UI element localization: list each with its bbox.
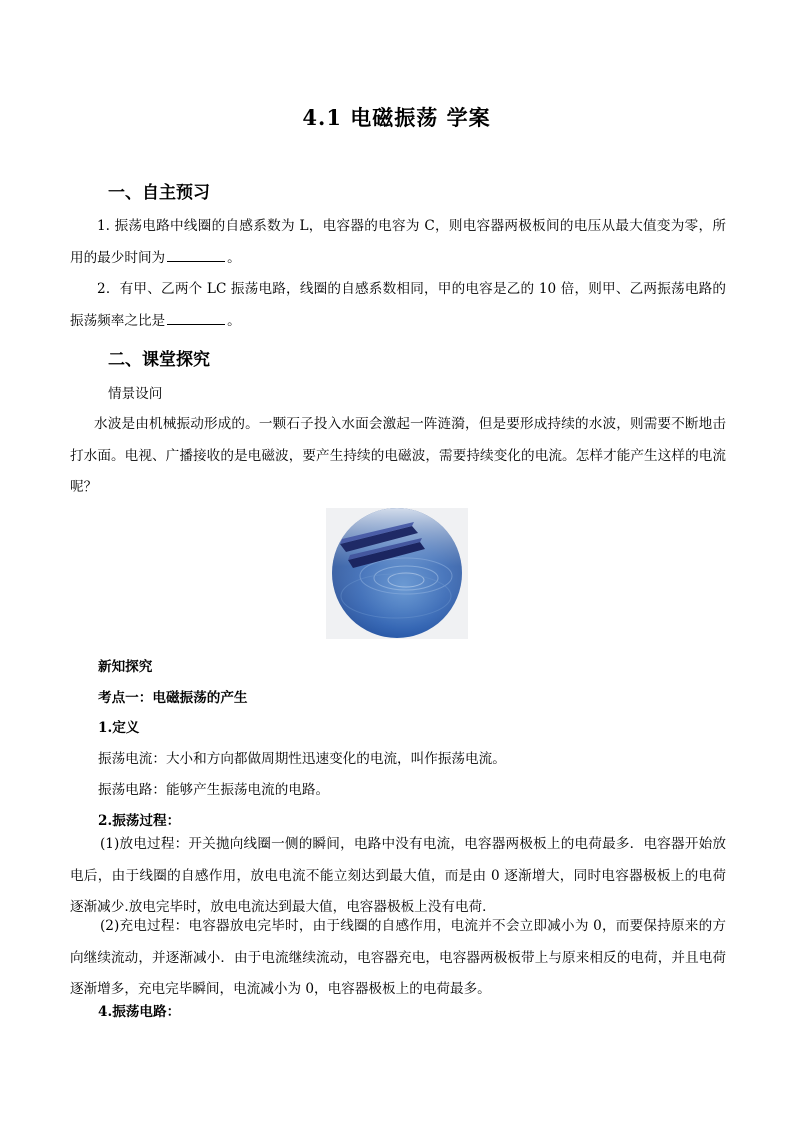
definition-heading: 1.定义	[98, 720, 140, 736]
circuit-heading: 4.振荡电路：	[98, 1004, 181, 1020]
question-2-text: 2．有甲、乙两个 LC 振荡电路，线圈的自感系数相同，甲的电容是乙的 10 倍，则甲、乙两振荡电路的振荡频率之比是	[70, 281, 726, 329]
question-1-text: 1. 振荡电路中线圈的自感系数为 L，电容器的电容为 C，则电容器两极板间的电压从最大值变为零，所用的最少时间为	[70, 218, 726, 266]
scenario-text: 水波是由机械振动形成的。一颗石子投入水面会激起一阵涟漪，但是要形成持续的水波，则需要不断地击打水面。电视、广播接收的是电磁波，要产生持续的电磁波，需要持续变化的电流。怎样才能产生这样的电流呢？	[70, 416, 726, 495]
definition-oscillating-current: 振荡电流：大小和方向都做周期性迅速变化的电流，叫作振荡电流。	[98, 751, 506, 767]
definition-oscillating-circuit: 振荡电路：能够产生振荡电流的电路。	[98, 782, 330, 798]
section-heading-explore: 二、课堂探究	[108, 350, 210, 370]
answer-blank-2	[167, 323, 225, 325]
scenario-label: 情景设问	[108, 386, 163, 402]
new-knowledge-label: 新知探究	[98, 659, 153, 675]
question-1-end: 。	[227, 249, 241, 266]
section-heading-preview: 一、自主预习	[108, 183, 210, 203]
answer-blank-1	[167, 260, 225, 262]
process-heading: 2.振荡过程：	[98, 813, 181, 829]
discharge-process: (1)放电过程：开关拋向线圈一侧的瞬间，电路中没有电流，电容器两极板上的电荷最多．电容器开始放电后，由于线圈的自感作用，放电电流不能立刻达到最大值，而是由 0 逐渐增大，同时电容器极板上的电荷逐渐减少.放电完毕时，放电电流达到最大值，电容器极板上没有电荷．	[70, 836, 726, 915]
page-title: 4.1 电磁振荡 学案	[302, 105, 491, 130]
question-2-end: 。	[227, 312, 241, 329]
figure-illustration	[326, 508, 468, 639]
question-1	[70, 211, 726, 274]
capacitor-plates-in-water-image	[326, 508, 468, 639]
question-2	[70, 274, 726, 337]
topic-1-heading: 考点一：电磁振荡的产生	[98, 690, 248, 706]
charge-process: (2)充电过程：电容器放电完毕时，由于线圈的自感作用，电流并不会立即减小为 0，而要保持原来的方向继续流动，并逐渐减小．由于电流继续流动，电容器充电，电容器两极板带上与原来相反的电荷，并且电荷逐渐增多，充电完毕瞬间，电流减小为 0，电容器极板上的电荷最多。	[70, 918, 726, 997]
